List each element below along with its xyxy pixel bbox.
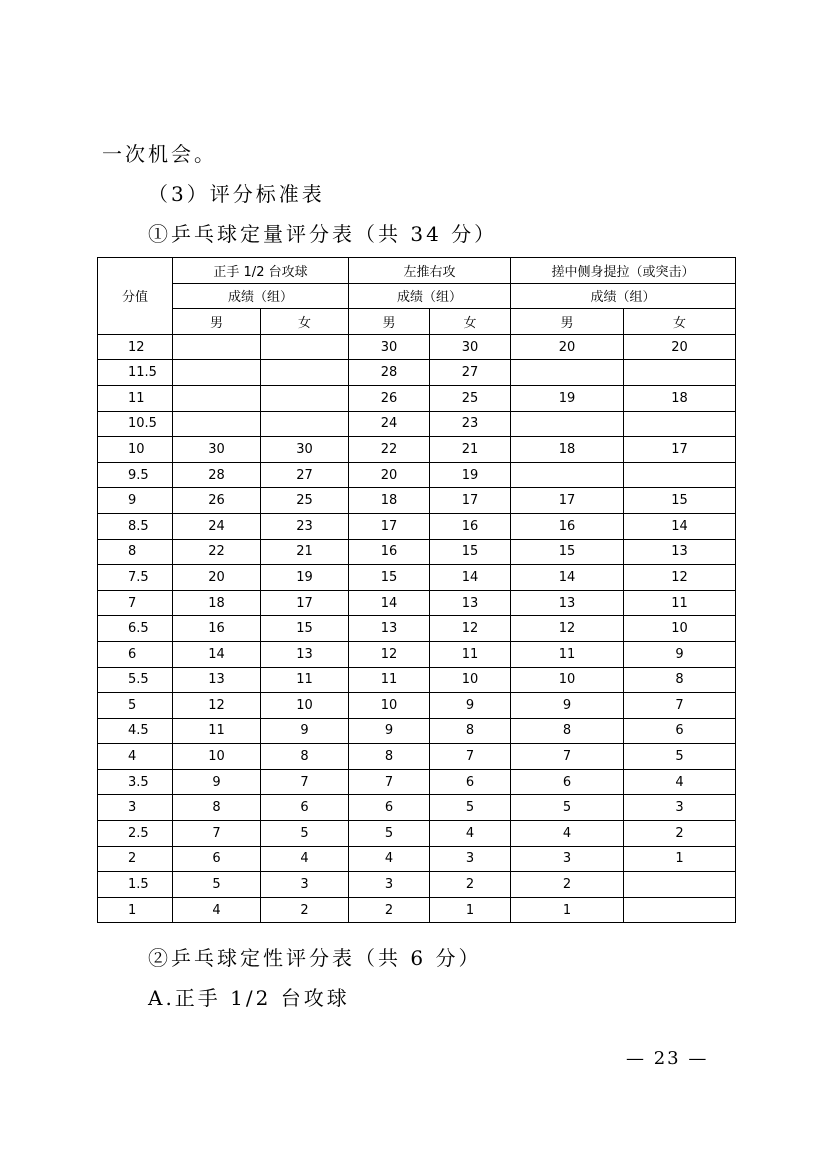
result-value-cell xyxy=(511,360,624,386)
score-value-cell: 4.5 xyxy=(98,718,173,744)
result-value-cell: 14 xyxy=(624,513,736,539)
score-value-cell: 2 xyxy=(98,846,173,872)
result-value-cell xyxy=(624,462,736,488)
result-value-cell: 17 xyxy=(349,513,430,539)
score-value-cell: 2.5 xyxy=(98,821,173,847)
result-value-cell: 2 xyxy=(624,821,736,847)
table-caption-quantitative: ①乒乓球定量评分表（共 34 分） xyxy=(148,222,498,246)
result-value-cell: 10 xyxy=(173,744,261,770)
result-value-cell: 16 xyxy=(349,539,430,565)
score-value-cell: 11 xyxy=(98,385,173,411)
result-value-cell: 30 xyxy=(349,334,430,360)
result-value-cell xyxy=(173,385,261,411)
result-value-cell: 4 xyxy=(349,846,430,872)
result-value-cell: 5 xyxy=(349,821,430,847)
result-value-cell: 7 xyxy=(349,769,430,795)
result-value-cell: 2 xyxy=(261,897,349,923)
result-value-cell: 3 xyxy=(261,872,349,898)
result-value-cell: 10 xyxy=(624,616,736,642)
result-value-cell: 11 xyxy=(173,718,261,744)
result-value-cell: 4 xyxy=(173,897,261,923)
result-value-cell: 6 xyxy=(511,769,624,795)
result-value-cell: 22 xyxy=(349,437,430,463)
female-header: 女 xyxy=(430,309,511,335)
score-value-cell: 3 xyxy=(98,795,173,821)
result-value-cell: 5 xyxy=(261,821,349,847)
result-value-cell: 5 xyxy=(624,744,736,770)
result-value-cell: 5 xyxy=(173,872,261,898)
result-value-cell: 21 xyxy=(430,437,511,463)
result-value-cell: 12 xyxy=(349,641,430,667)
score-value-cell: 5 xyxy=(98,693,173,719)
result-value-cell xyxy=(261,334,349,360)
result-value-cell: 16 xyxy=(173,616,261,642)
result-value-cell: 2 xyxy=(430,872,511,898)
result-value-cell: 13 xyxy=(430,590,511,616)
result-value-cell: 6 xyxy=(624,718,736,744)
table-row xyxy=(98,641,736,667)
result-value-cell: 4 xyxy=(430,821,511,847)
result-value-cell: 18 xyxy=(624,385,736,411)
table-row xyxy=(98,590,736,616)
result-value-cell: 13 xyxy=(511,590,624,616)
result-value-cell: 13 xyxy=(349,616,430,642)
result-value-cell: 2 xyxy=(349,897,430,923)
score-value-cell: 7 xyxy=(98,590,173,616)
result-value-cell: 24 xyxy=(349,411,430,437)
result-value-cell: 18 xyxy=(173,590,261,616)
male-header: 男 xyxy=(511,309,624,335)
score-value-cell: 4 xyxy=(98,744,173,770)
result-value-cell: 19 xyxy=(430,462,511,488)
group-header-chop-loop: 搓中侧身提拉（或突击） xyxy=(511,258,736,284)
table-row xyxy=(98,718,736,744)
score-value-cell: 9 xyxy=(98,488,173,514)
result-value-cell: 9 xyxy=(430,693,511,719)
score-value-cell: 11.5 xyxy=(98,360,173,386)
score-value-cell: 8.5 xyxy=(98,513,173,539)
score-value-cell: 12 xyxy=(98,334,173,360)
result-value-cell: 5 xyxy=(430,795,511,821)
result-value-cell: 14 xyxy=(349,590,430,616)
result-value-cell: 17 xyxy=(430,488,511,514)
result-value-cell: 21 xyxy=(261,539,349,565)
table-row xyxy=(98,616,736,642)
result-value-cell: 7 xyxy=(261,769,349,795)
score-value-cell: 5.5 xyxy=(98,667,173,693)
result-value-cell xyxy=(261,360,349,386)
result-value-cell: 30 xyxy=(430,334,511,360)
table-row xyxy=(98,795,736,821)
quantitative-score-table xyxy=(97,257,736,923)
result-value-cell: 9 xyxy=(624,641,736,667)
score-value-cell: 10.5 xyxy=(98,411,173,437)
female-header: 女 xyxy=(261,309,349,335)
page-number: — 23 — xyxy=(626,1048,709,1069)
result-value-cell: 28 xyxy=(173,462,261,488)
result-value-cell: 11 xyxy=(349,667,430,693)
result-value-cell: 27 xyxy=(430,360,511,386)
result-value-cell: 6 xyxy=(430,769,511,795)
score-value-cell: 3.5 xyxy=(98,769,173,795)
result-value-cell: 12 xyxy=(624,565,736,591)
result-value-cell: 20 xyxy=(624,334,736,360)
score-column-header: 分值 xyxy=(98,258,173,335)
result-value-cell xyxy=(261,411,349,437)
section-heading-scoring-standards: （3）评分标准表 xyxy=(148,182,325,206)
group-header-push-attack: 左推右攻 xyxy=(349,258,511,284)
result-value-cell xyxy=(624,411,736,437)
result-value-cell: 23 xyxy=(430,411,511,437)
result-value-cell: 19 xyxy=(261,565,349,591)
result-value-cell: 9 xyxy=(349,718,430,744)
result-header: 成绩（组） xyxy=(511,283,736,309)
result-value-cell: 17 xyxy=(511,488,624,514)
result-value-cell: 15 xyxy=(261,616,349,642)
result-value-cell: 26 xyxy=(173,488,261,514)
result-value-cell: 12 xyxy=(511,616,624,642)
result-value-cell: 14 xyxy=(430,565,511,591)
result-header-row xyxy=(98,283,736,309)
table-row xyxy=(98,488,736,514)
gender-header-row xyxy=(98,309,736,335)
group-header-forehand: 正手 1/2 台攻球 xyxy=(173,258,349,284)
table-row xyxy=(98,821,736,847)
result-value-cell: 13 xyxy=(261,641,349,667)
result-value-cell: 7 xyxy=(624,693,736,719)
table-row xyxy=(98,334,736,360)
result-value-cell: 8 xyxy=(624,667,736,693)
result-value-cell: 20 xyxy=(511,334,624,360)
table-row xyxy=(98,565,736,591)
result-value-cell: 10 xyxy=(349,693,430,719)
result-value-cell: 14 xyxy=(173,641,261,667)
result-value-cell: 7 xyxy=(173,821,261,847)
result-value-cell: 24 xyxy=(173,513,261,539)
result-value-cell: 9 xyxy=(173,769,261,795)
result-value-cell: 19 xyxy=(511,385,624,411)
result-value-cell: 2 xyxy=(511,872,624,898)
result-value-cell: 26 xyxy=(349,385,430,411)
result-value-cell: 5 xyxy=(511,795,624,821)
result-value-cell: 6 xyxy=(261,795,349,821)
table-row xyxy=(98,693,736,719)
result-value-cell: 10 xyxy=(511,667,624,693)
result-value-cell xyxy=(173,334,261,360)
result-value-cell: 6 xyxy=(349,795,430,821)
male-header: 男 xyxy=(349,309,430,335)
table-row xyxy=(98,667,736,693)
result-value-cell: 4 xyxy=(511,821,624,847)
result-value-cell: 3 xyxy=(430,846,511,872)
result-value-cell: 10 xyxy=(261,693,349,719)
result-value-cell xyxy=(173,360,261,386)
result-value-cell xyxy=(173,411,261,437)
result-value-cell: 15 xyxy=(511,539,624,565)
result-value-cell: 3 xyxy=(349,872,430,898)
table-body xyxy=(98,334,736,923)
table-row xyxy=(98,872,736,898)
subsection-heading-forehand: A.正手 1/2 台攻球 xyxy=(148,986,350,1010)
result-value-cell: 17 xyxy=(261,590,349,616)
result-value-cell: 16 xyxy=(511,513,624,539)
result-value-cell: 15 xyxy=(349,565,430,591)
table-row xyxy=(98,513,736,539)
result-value-cell: 9 xyxy=(261,718,349,744)
result-value-cell: 15 xyxy=(430,539,511,565)
result-value-cell: 13 xyxy=(624,539,736,565)
score-value-cell: 6.5 xyxy=(98,616,173,642)
result-value-cell xyxy=(511,411,624,437)
result-value-cell: 13 xyxy=(173,667,261,693)
result-value-cell: 4 xyxy=(624,769,736,795)
result-value-cell: 6 xyxy=(173,846,261,872)
result-value-cell: 11 xyxy=(430,641,511,667)
result-value-cell xyxy=(511,462,624,488)
result-header: 成绩（组） xyxy=(349,283,511,309)
result-value-cell: 20 xyxy=(349,462,430,488)
table-row xyxy=(98,360,736,386)
result-value-cell: 14 xyxy=(511,565,624,591)
table-row xyxy=(98,846,736,872)
result-value-cell: 8 xyxy=(349,744,430,770)
result-value-cell xyxy=(624,872,736,898)
result-value-cell: 12 xyxy=(430,616,511,642)
result-value-cell: 7 xyxy=(430,744,511,770)
female-header: 女 xyxy=(624,309,736,335)
result-value-cell: 30 xyxy=(173,437,261,463)
table-row xyxy=(98,437,736,463)
result-value-cell: 8 xyxy=(261,744,349,770)
table-row xyxy=(98,744,736,770)
result-value-cell: 17 xyxy=(624,437,736,463)
score-value-cell: 10 xyxy=(98,437,173,463)
result-value-cell: 7 xyxy=(511,744,624,770)
table-row xyxy=(98,411,736,437)
result-value-cell: 11 xyxy=(261,667,349,693)
result-value-cell: 15 xyxy=(624,488,736,514)
result-value-cell: 9 xyxy=(511,693,624,719)
result-value-cell: 27 xyxy=(261,462,349,488)
result-value-cell: 1 xyxy=(511,897,624,923)
result-value-cell: 1 xyxy=(624,846,736,872)
result-value-cell: 23 xyxy=(261,513,349,539)
result-value-cell: 20 xyxy=(173,565,261,591)
result-value-cell: 3 xyxy=(624,795,736,821)
result-value-cell: 8 xyxy=(511,718,624,744)
result-value-cell: 28 xyxy=(349,360,430,386)
result-value-cell: 22 xyxy=(173,539,261,565)
result-value-cell: 8 xyxy=(430,718,511,744)
result-value-cell: 25 xyxy=(261,488,349,514)
result-value-cell: 16 xyxy=(430,513,511,539)
table-caption-qualitative: ②乒乓球定性评分表（共 6 分） xyxy=(148,946,482,970)
table-row xyxy=(98,385,736,411)
result-value-cell xyxy=(624,897,736,923)
result-value-cell: 18 xyxy=(349,488,430,514)
result-value-cell: 4 xyxy=(261,846,349,872)
score-value-cell: 6 xyxy=(98,641,173,667)
table-row xyxy=(98,462,736,488)
score-value-cell: 8 xyxy=(98,539,173,565)
result-value-cell: 12 xyxy=(173,693,261,719)
result-value-cell: 25 xyxy=(430,385,511,411)
table-row xyxy=(98,897,736,923)
result-value-cell xyxy=(624,360,736,386)
paragraph-continuation: 一次机会。 xyxy=(102,142,217,166)
group-header-row xyxy=(98,258,736,284)
result-value-cell: 11 xyxy=(624,590,736,616)
result-value-cell: 11 xyxy=(511,641,624,667)
result-value-cell: 30 xyxy=(261,437,349,463)
result-value-cell: 1 xyxy=(430,897,511,923)
score-value-cell: 1 xyxy=(98,897,173,923)
result-value-cell: 3 xyxy=(511,846,624,872)
result-header: 成绩（组） xyxy=(173,283,349,309)
result-value-cell: 8 xyxy=(173,795,261,821)
result-value-cell xyxy=(261,385,349,411)
score-value-cell: 7.5 xyxy=(98,565,173,591)
score-value-cell: 9.5 xyxy=(98,462,173,488)
score-value-cell: 1.5 xyxy=(98,872,173,898)
result-value-cell: 10 xyxy=(430,667,511,693)
table-row xyxy=(98,769,736,795)
table-row xyxy=(98,539,736,565)
male-header: 男 xyxy=(173,309,261,335)
result-value-cell: 18 xyxy=(511,437,624,463)
